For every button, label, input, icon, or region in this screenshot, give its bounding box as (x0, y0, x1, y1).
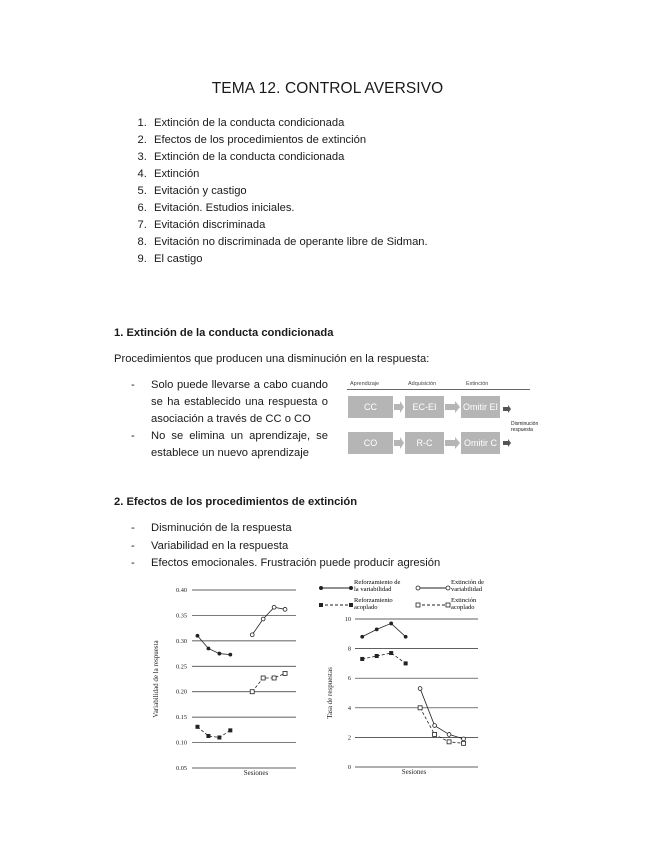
legend (319, 579, 484, 611)
toc-item: 7. Evitación discriminada (150, 217, 428, 234)
data-point (418, 706, 422, 710)
bullet-item: - Disminución de la respuesta (131, 520, 511, 538)
legend-label (451, 579, 484, 593)
data-point (228, 653, 232, 657)
legend-label (354, 597, 393, 611)
legend-line-2: acoplado (451, 604, 475, 611)
series-line (420, 689, 463, 739)
diagram-col-label: Adquisición (408, 381, 437, 387)
y-tick-label: 10 (344, 616, 351, 623)
data-point (207, 647, 211, 651)
legend-marker (446, 586, 450, 590)
chart-panel (152, 587, 296, 777)
legend-marker (446, 603, 450, 607)
toc-item: 4. Extinción (150, 166, 428, 183)
legend-line-2: variabilidad (451, 586, 483, 593)
series-line (420, 708, 463, 744)
y-tick-label: 0.20 (175, 688, 187, 696)
diagram-col-label: Extinción (466, 381, 489, 387)
data-point (462, 737, 466, 741)
bullet-item: - Variabilidad en la respuesta (131, 538, 511, 556)
data-point (195, 725, 199, 729)
section-1-intro: Procedimientos que producen una disminución en la respuesta: (114, 353, 430, 365)
y-tick-label: 0.30 (175, 637, 187, 645)
legend-marker (416, 603, 420, 607)
data-point (433, 724, 437, 728)
diagram-box-cc: CC (348, 396, 393, 418)
x-axis-label: Sesiones (401, 768, 427, 776)
toc-item: 5. Evitación y castigo (150, 183, 428, 200)
legend-marker (319, 603, 323, 607)
data-point (261, 617, 265, 621)
data-point (462, 741, 466, 745)
y-tick-label: 0.35 (175, 612, 187, 620)
legend-marker (319, 586, 323, 590)
x-axis-label: Sesiones (243, 769, 269, 777)
y-tick-label: 6 (347, 675, 351, 683)
data-point (447, 740, 451, 744)
toc-item: 3. Extinción de la conducta condicionada (150, 149, 428, 166)
data-point (375, 627, 379, 631)
section-1-heading: 1. Extinción de la conducta condicionada (114, 327, 334, 339)
series-line (362, 623, 405, 636)
legend-marker (349, 603, 353, 607)
bullet-item: - Solo puede llevarse a cabo cuando se ha establecido una respuesta o asociación a través de CC o CO (131, 377, 328, 428)
y-tick-label: 4 (347, 704, 351, 712)
data-point (196, 634, 200, 638)
data-point (283, 607, 287, 611)
bullet-item: - Efectos emocionales. Frustración puede producir agresión (131, 555, 511, 573)
data-point (360, 657, 364, 661)
toc-item: 2. Efectos de los procedimientos de extinción (150, 132, 428, 149)
series-line (197, 636, 230, 655)
data-point (283, 671, 287, 675)
legend-marker (349, 586, 353, 590)
y-tick-label: 0.15 (175, 714, 187, 722)
y-axis-label: Tasa de respuestas (326, 667, 334, 719)
toc-item: 6. Evitación. Estudios iniciales. (150, 200, 428, 217)
chart-panel (326, 616, 478, 776)
data-point (228, 728, 232, 732)
series-line (252, 673, 285, 691)
legend-line-2: acoplado (354, 604, 378, 611)
y-tick-label: 2 (347, 734, 351, 742)
y-axis-label: Variabilidad de la respuesta (152, 640, 160, 718)
diagram-box-ec-ei: EC-EI (405, 396, 444, 418)
y-tick-label: 8 (347, 645, 351, 653)
data-point (433, 732, 437, 736)
legend-line-1: Extinción de (451, 579, 485, 586)
data-point (272, 605, 276, 609)
data-point (217, 652, 221, 656)
legend-label (451, 597, 477, 611)
legend-line-1: Reforzamiento (354, 597, 393, 604)
y-tick-label: 0.25 (175, 663, 187, 671)
legend-marker (416, 586, 420, 590)
y-tick-label: 0.05 (175, 765, 187, 772)
diagram-box-co: CO (348, 432, 393, 454)
legend-label (354, 579, 400, 593)
diagram-box-omitir-c: Omitir C (461, 432, 500, 454)
y-tick-label: 0 (347, 764, 351, 771)
bullet-item: - No se elimina un aprendizaje, se establece un nuevo aprendizaje (131, 428, 328, 462)
data-point (389, 622, 393, 626)
series-line (197, 727, 230, 738)
data-point (404, 635, 408, 639)
data-point (217, 735, 221, 739)
data-point (206, 734, 210, 738)
data-point (250, 690, 254, 694)
series-line (362, 653, 405, 663)
diagram-box-r-c: R-C (405, 432, 444, 454)
data-point (418, 687, 422, 691)
y-tick-label: 0.10 (175, 739, 187, 747)
data-point (360, 635, 364, 639)
legend-line-2: la variabilidad (354, 586, 392, 593)
data-point (375, 654, 379, 658)
y-tick-label: 0.40 (175, 587, 187, 594)
diagram-col-label: Aprendizaje (350, 381, 380, 387)
legend-line-1: Reforzamiento de (354, 579, 401, 586)
data-point (389, 651, 393, 655)
toc-item: 8. Evitación no discriminada de operante libre de Sidman. (150, 234, 428, 251)
diagram-box-omitir-ei: Omitir EI (461, 396, 500, 418)
data-point (261, 676, 265, 680)
data-point (404, 661, 408, 665)
page-title: TEMA 12. CONTROL AVERSIVO (211, 80, 444, 97)
data-point (250, 633, 254, 637)
diagram-result-label: Disminución respuesta (511, 421, 539, 433)
toc-item: 1. Extinción de la conducta condicionada (150, 115, 428, 132)
section-2-heading: 2. Efectos de los procedimientos de extinción (114, 496, 358, 508)
data-point (447, 733, 451, 737)
data-point (272, 676, 276, 680)
toc-item: 9. El castigo (150, 251, 428, 268)
legend-line-1: Extinción (451, 597, 477, 604)
series-line (252, 607, 285, 634)
